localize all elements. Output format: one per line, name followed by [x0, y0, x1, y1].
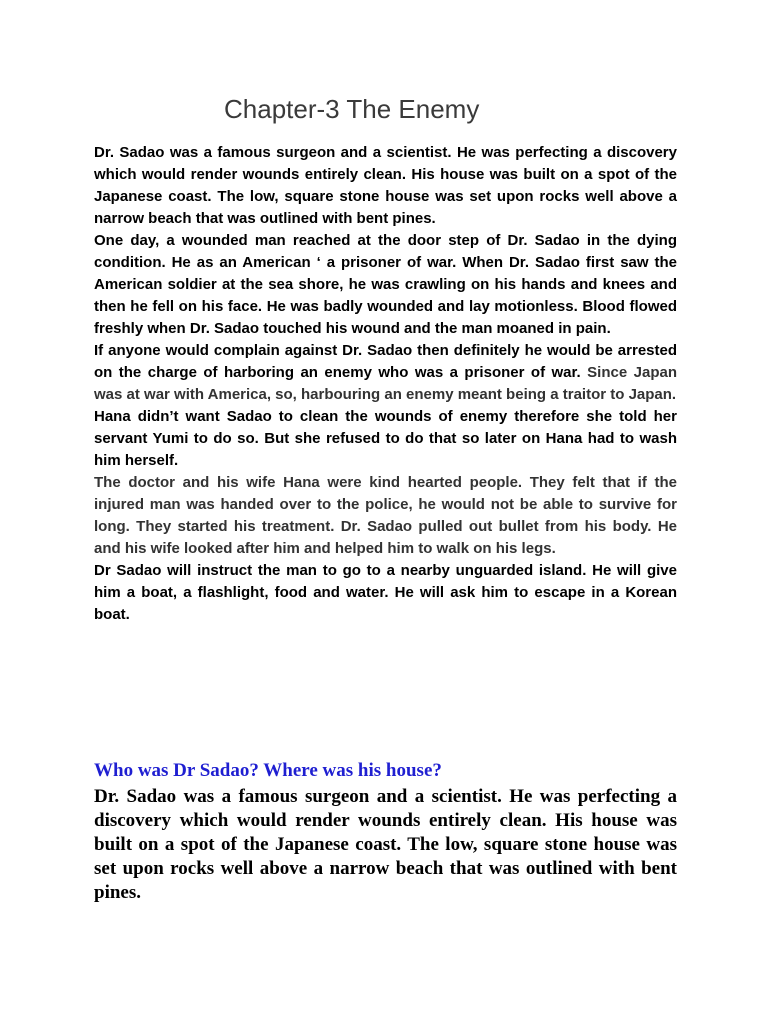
paragraph-6: Dr Sadao will instruct the man to go to a nearby unguarded island. He will give him a boat, a flashlight, food and water. He will ask him to escape in a Korean boat.	[94, 562, 677, 623]
answer-text: Dr. Sadao was a famous surgeon and a scientist. He was perfecting a discovery which would render wounds entirely clean. His house was built on a spot of the Japanese coast. The low, square stone house was set upon rocks well above a narrow beach that was outlined with bent pines.	[94, 786, 677, 903]
paragraph-2: One day, a wounded man reached at the door step of Dr. Sadao in the dying condition. He as an American ‘ a prisoner of war. When Dr. Sadao first saw the American soldier at the sea shore, he was crawling on his hands and knees and then he fell on his face. He was badly wounded and lay motionless. Blood flowed freshly when Dr. Sadao touched his wound and the man moaned in pain.	[94, 232, 677, 337]
body-text	[94, 142, 677, 626]
question-heading: Who was Dr Sadao? Where was his house?	[94, 760, 442, 781]
paragraph-4: Hana didn’t want Sadao to clean the wounds of enemy therefore she told her servant Yumi to do so. But she refused to do that so later on Hana had to wash him herself.	[94, 408, 677, 469]
paragraph-3	[94, 340, 677, 406]
paragraph-3-part-2: Since Japan was at war with America, so, harbouring an enemy meant being a traitor to Japan.	[94, 364, 677, 403]
paragraph-1: Dr. Sadao was a famous surgeon and a scientist. He was perfecting a discovery which would render wounds entirely clean. His house was built on a spot of the Japanese coast. The low, square stone house was set upon rocks well above a narrow beach that was outlined with bent pines.	[94, 144, 677, 227]
paragraph-3-part-1: If anyone would complain against Dr. Sadao then definitely he would be arrested on the charge of harboring an enemy who was a prisoner of war.	[94, 342, 677, 381]
page-title: Chapter-3 The Enemy	[224, 94, 480, 124]
paragraph-5: The doctor and his wife Hana were kind hearted people. They felt that if the injured man was handed over to the police, he would not be able to survive for long. They started his treatment. Dr. Sadao pulled out bullet from his body. He and his wife looked after him and helped him to walk on his legs.	[94, 474, 677, 557]
